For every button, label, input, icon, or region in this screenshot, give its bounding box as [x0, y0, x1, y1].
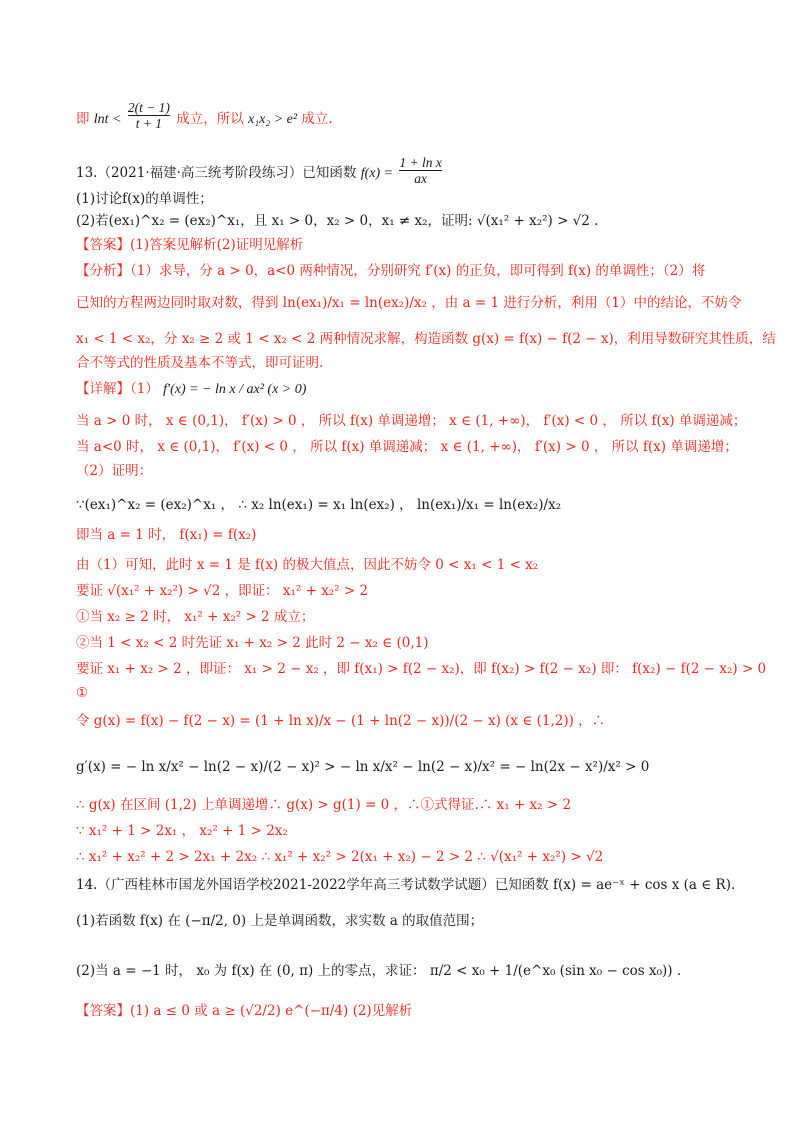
question-13-title	[76, 155, 730, 189]
detail-line-10: ②当 1 < x₂ < 2 时先证 x₁ + x₂ > 2 此时 2 − x₂ ∈ (0,1)	[76, 635, 429, 651]
analysis-line-2: 已知的方程两边同时取对数，得到 ln(ex₁)/x₁ = ln(ex₂)/x₂ ，由 a = 1 进行分析，利用（1）中的结论，不妨令	[76, 295, 742, 311]
detail-line-5: ∵(ex₁)^x₂ = (ex₂)^x₁ ， ∴ x₂ ln(ex₁) = x₁ ln(ex₂) ， ln(ex₁)/x₁ = ln(ex₂)/x₂	[76, 497, 562, 513]
detail-line-17: ∴ x₁² + x₂² + 2 > 2x₁ + 2x₂ ∴ x₁² + x₂² > 2(x₁ + x₂) − 2 > 2 ∴ √(x₁² + x₂²) > √2	[76, 849, 604, 865]
fraction	[399, 155, 441, 186]
fraction-denominator: t + 1	[128, 115, 170, 131]
question-13-part-2: (2)若(ex₁)^x₂ = (ex₂)^x₁，且 x₁ > 0，x₂ > 0，x₁ ≠ x₂，证明: √(x₁² + x₂²) > √2 .	[76, 213, 599, 229]
text: 即	[76, 111, 90, 127]
detail-line-7: 由（1）可知，此时 x = 1 是 f(x) 的极大值点，因此不妨令 0 < x₁ < 1 < x₂	[76, 557, 539, 573]
text: 成立.	[301, 111, 333, 127]
detail-line-16: ∵ x₁² + 1 > 2x₁ ， x₂² + 1 > 2x₂	[76, 823, 288, 839]
detail-line-14: g′(x) = − ln x/x² − ln(2 − x)/(2 − x)² > − ln x/x² − ln(2 − x)/x² = − ln(2x − x²)/x² > 0	[76, 759, 650, 775]
detail-line-13: 令 g(x) = f(x) − f(2 − x) = (1 + ln x)/x − (1 + ln(2 − x))/(2 − x) (x ∈ (1,2)) ，∴	[76, 713, 606, 729]
math-expr: lnt <	[93, 112, 122, 127]
math-expr: f(x) =	[360, 166, 394, 181]
line-intro	[76, 100, 730, 135]
detail-line-8: 要证 √(x₁² + x₂²) > √2 ，即证： x₁² + x₂² > 2	[76, 583, 369, 599]
fraction-denominator: ax	[399, 170, 441, 186]
detail-line-3: 当 a<0 时， x ∈ (0,1)， f′(x) < 0 ， 所以 f(x) 单调递减； x ∈ (1, +∞)， f′(x) > 0 ， 所以 f(x) 单调递增；	[76, 439, 738, 455]
detail-line-12: ①	[76, 685, 89, 701]
detail-line-2: 当 a > 0 时， x ∈ (0,1)， f′(x) > 0 ， 所以 f(x) 单调递增； x ∈ (1, +∞)， f′(x) < 0 ， 所以 f(x) 单调递减；	[76, 413, 747, 429]
question-14-part-2: (2)当 a = −1 时， x₀ 为 f(x) 在 (0, π) 上的零点，求证： π/2 < x₀ + 1/(e^x₀ (sin x₀ − cos x₀)) .	[76, 963, 682, 979]
detail-line-6: 即当 a = 1 时， f(x₁) = f(x₂)	[76, 527, 257, 543]
question-14-title: 14.（广西桂林市国龙外国语学校2021-2022学年高三考试数学试题）已知函数 f(x) = ae⁻ˣ + cos x (a ∈ R).	[76, 877, 736, 893]
analysis-line-3: x₁ < 1 < x₂，分 x₂ ≥ 2 或 1 < x₂ < 2 两种情况求解，构造函数 g(x) = f(x) − f(2 − x)，利用导数研究其性质，结	[76, 331, 776, 347]
math-expr: x₁x₂ > e²	[248, 112, 298, 127]
analysis-line-4: 合不等式的性质及基本不等式，即可证明.	[76, 355, 324, 371]
fraction	[128, 100, 170, 131]
detail-tag: 【详解】（1）	[76, 381, 159, 397]
detail-line-1	[76, 380, 730, 399]
detail-line-15: ∴ g(x) 在区间 (1,2) 上单调递增∴ g(x) > g(1) = 0 ，∴①式得证.∴ x₁ + x₂ > 2	[76, 797, 572, 813]
math-expr: f′(x) = − ln x / ax² (x > 0)	[163, 382, 307, 397]
fraction-numerator: 2(t − 1)	[127, 100, 170, 115]
detail-line-4: （2）证明：	[76, 463, 153, 479]
text: 成立，所以	[176, 111, 244, 127]
question-14-part-1: (1)若函数 f(x) 在 (−π/2, 0) 上是单调函数，求实数 a 的取值范围；	[76, 913, 484, 929]
detail-line-11: 要证 x₁ + x₂ > 2 ，即证： x₁ > 2 − x₂ ，即 f(x₁) > f(2 − x₂)，即 f(x₂) > f(2 − x₂) 即： f(x₂) − f(2 − x₂) > 0	[76, 661, 767, 677]
answer-13: 【答案】(1)答案见解析(2)证明见解析	[76, 237, 304, 253]
fraction-numerator: 1 + ln x	[399, 155, 442, 170]
question-13-part-1: (1)讨论f(x)的单调性；	[76, 191, 213, 207]
text: 13.（2021·福建·高三统考阶段练习）已知函数	[76, 165, 357, 181]
answer-14: 【答案】(1) a ≤ 0 或 a ≥ (√2/2) e^(−π/4) (2)见解析	[76, 1003, 413, 1019]
analysis-line-1: 【分析】（1）求导，分 a > 0，a<0 两种情况，分别研究 f′(x) 的正负，即可得到 f(x) 的单调性；（2）将	[76, 263, 706, 279]
detail-line-9: ①当 x₂ ≥ 2 时， x₁² + x₂² > 2 成立；	[76, 609, 315, 625]
